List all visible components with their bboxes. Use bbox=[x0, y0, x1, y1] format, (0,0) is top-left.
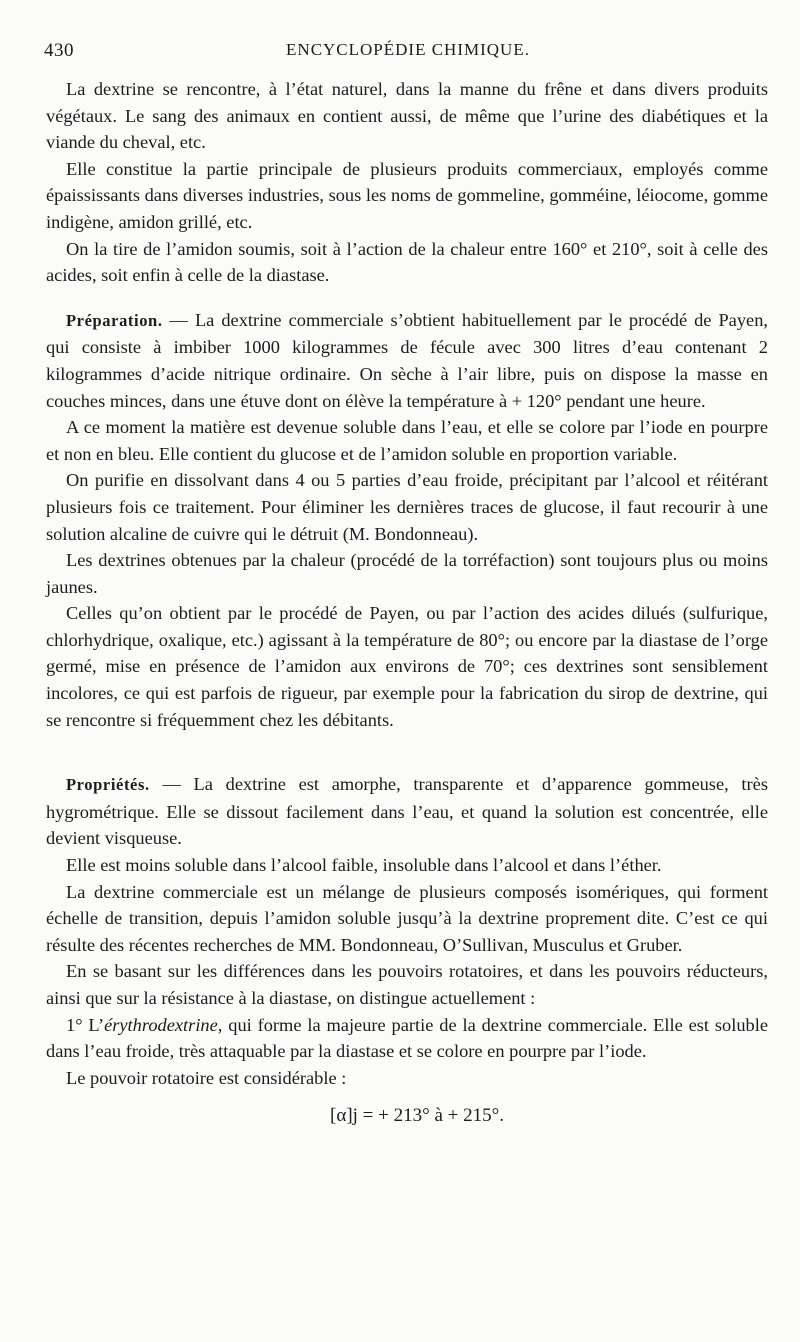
rotatory-power-formula: [α]j = + 213° à + 215°. bbox=[330, 1105, 504, 1127]
paragraph-isomers bbox=[46, 879, 768, 959]
paragraph-text: On la tire de l’amidon soumis, soit à l’action de la chaleur entre 160° et 210°, soit à celle des acides, soit enfin à celle de la diastase. bbox=[46, 238, 768, 286]
section-gap bbox=[46, 289, 768, 307]
paragraph-erythrodextrine bbox=[46, 1012, 768, 1065]
running-title: ENCYCLOPÉDIE CHIMIQUE. bbox=[286, 40, 530, 59]
body-text bbox=[46, 76, 768, 1129]
paragraph-text: Elle constitue la partie principale de plusieurs produits commerciaux, employés comme épaississants dans diverses industries, sous les noms de gommeline, gomméine, léiocome, gomme indigène, amidon grillé, etc. bbox=[46, 158, 768, 232]
paragraph-sources bbox=[46, 236, 768, 289]
paragraph-text: En se basant sur les différences dans les pouvoirs rotatoires, et dans les pouvoirs réducteurs, ainsi que sur la résistance à la diastase, on distingue actuellement : bbox=[46, 961, 768, 1008]
section-heading-preparation: Préparation. bbox=[66, 310, 163, 330]
paragraph-rotatory-power bbox=[46, 1065, 768, 1092]
page-number: 430 bbox=[44, 40, 74, 61]
paragraph-text: On purifie en dissolvant dans 4 ou 5 parties d’eau froide, précipitant par l’alcool et réitérant plusieurs fois ce traitement. Pour éliminer les dernières traces de glucose, il faut recourir à une solution alcaline de cuivre qui le détruit (M. Bondonneau). bbox=[46, 470, 768, 544]
paragraph-payen-dextrins bbox=[46, 600, 768, 733]
paragraph-commercial-products bbox=[46, 156, 768, 236]
paragraph-preparation bbox=[46, 307, 768, 414]
running-head bbox=[44, 40, 772, 68]
paragraph-text: La dextrine commerciale est un mélange de plusieurs composés isomériques, qui forment échelle de transition, depuis l’amidon soluble jusqu’à la dextrine proprement dite. C’est ce qui résulte des récentes recherches de MM. Bondonneau, O’Sullivan, Musculus et Gruber. bbox=[46, 881, 768, 955]
term-erythrodextrine: érythrodextrine bbox=[104, 1014, 218, 1035]
paragraph-classification bbox=[46, 958, 768, 1011]
paragraph-text: , qui forme la majeure partie de la dextrine commerciale. Elle est soluble dans l’eau froide, très attaquable par la diastase et se colore en pourpre par l’iode. bbox=[46, 1014, 768, 1062]
list-marker: 1° L’ bbox=[66, 1014, 105, 1035]
paragraph-properties bbox=[46, 771, 768, 852]
paragraph-text: Celles qu’on obtient par le procédé de Payen, ou par l’action des acides dilués (sulfurique, chlorhydrique, oxalique, etc.) agissant à la température de 80°; ou encore par la diastase de l’orge germé, mise en présence de l’amidon aux environs de 70°; ces dextrines sont sensiblement incolores, ce qui est parfois de rigueur, par exemple pour la fabrication du sirop de dextrine, qui se rencontre si fréquemment chez les débitants. bbox=[46, 603, 768, 730]
paragraph-text: Le pouvoir rotatoire est considérable : bbox=[66, 1067, 347, 1088]
paragraph-heat-dextrins bbox=[46, 547, 768, 600]
section-heading-properties: Propriétés. bbox=[66, 775, 150, 795]
paragraph-text: A ce moment la matière est devenue soluble dans l’eau, et elle se colore par l’iode en pourpre et non en bleu. Elle contient du glucose et de l’amidon soluble en proportion variable. bbox=[46, 417, 768, 464]
paragraph-text: Les dextrines obtenues par la chaleur (procédé de la torréfaction) sont toujours plus ou moins jaunes. bbox=[46, 550, 768, 597]
paragraph-iodine-color bbox=[46, 414, 768, 467]
paragraph-text: La dextrine se rencontre, à l’état naturel, dans la manne du frêne et dans divers produits végétaux. Le sang des animaux en contient aussi, de même que l’urine des diabétiques et la viande du cheval, etc. bbox=[46, 79, 768, 153]
paragraph-purification bbox=[46, 467, 768, 547]
section-gap bbox=[46, 733, 768, 771]
paragraph-text: — La dextrine commerciale s’obtient habituellement par le procédé de Payen, qui consiste à imbiber 1000 kilogrammes de fécule avec 300 litres d’eau contenant 2 kilogrammes d’acide nitrique ordinaire. On sèche à l’air libre, puis on dispose la masse en couches minces, dans une étuve dont on élève la température à + 120° pendant une heure. bbox=[46, 309, 768, 411]
paragraph-solubility bbox=[46, 852, 768, 879]
paragraph-text: Elle est moins soluble dans l’alcool faible, insoluble dans l’alcool et dans l’éther. bbox=[66, 855, 662, 876]
paragraph-natural-occurrence bbox=[46, 76, 768, 156]
paragraph-text: — La dextrine est amorphe, transparente et d’apparence gommeuse, très hygrométrique. Elle se dissout facilement dans l’eau, et quand la solution est concentrée, elle devient visqueuse. bbox=[46, 774, 768, 849]
